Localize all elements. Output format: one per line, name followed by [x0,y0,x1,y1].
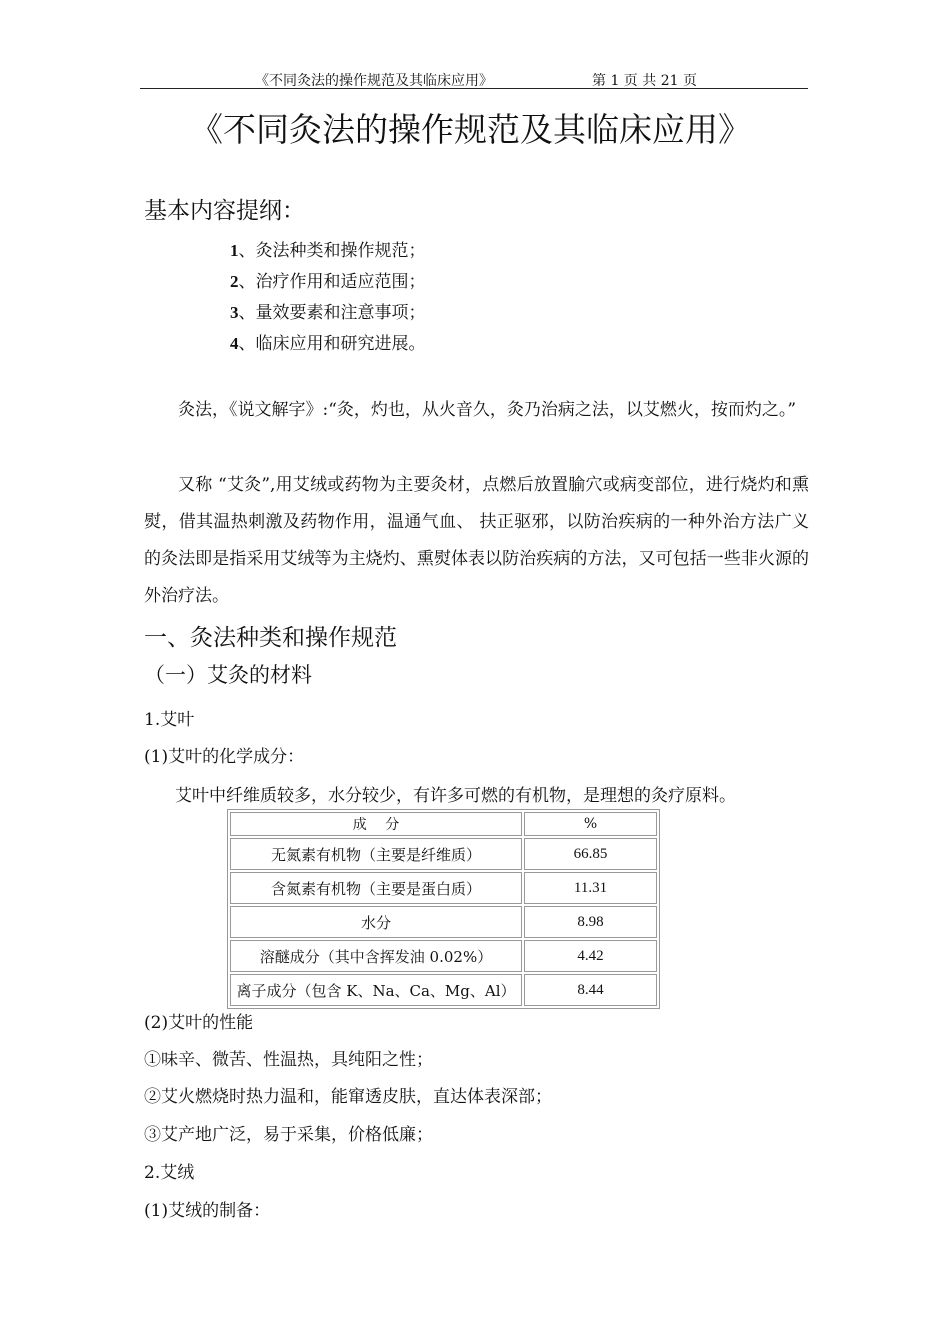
table-row [230,872,657,904]
paragraph-description: 又称 “艾灸”,用艾绒或药物为主要灸材，点燃后放置腧穴或病变部位，进行烧灼和熏熨，借其温热刺激及药物作用，温通气血、 扶正驱邪，以防治疾病的一种外治方法广义的灸法即是指采用艾绒等为主烧灼、熏熨体表以防治疾病的方法，又可包括一些非火源的外治疗法。 [144,475,809,606]
table-cell: 8.98 [524,906,657,938]
table-header-row [230,812,657,836]
table-row [230,940,657,972]
item-heading: 2.艾绒 [144,1163,195,1183]
item-subheading: (1)艾绒的制备： [144,1201,271,1221]
table-cell: 溶醚成分（其中含挥发油 0.02%） [230,940,522,972]
item-subheading: (1)艾叶的化学成分： [144,747,305,767]
table-cell: 水分 [230,906,522,938]
property-item: ②艾火燃烧时热力温和，能窜透皮肤，直达体表深部； [144,1087,552,1107]
outline-text: 、治疗作用和适应范围； [238,272,426,292]
document-title: 《不同灸法的操作规范及其临床应用》 [190,110,751,149]
property-item: ①味辛、微苦、性温热，具纯阳之性； [144,1050,433,1070]
page-number: 第 1 页 共 21 页 [592,73,697,89]
outline-heading: 基本内容提纲： [144,198,305,224]
outline-item [230,267,426,292]
table-row [230,974,657,1006]
outline-text: 、灸法种类和操作规范； [238,241,426,261]
outline-item [230,298,426,323]
item-heading: 1.艾叶 [144,710,195,730]
property-item: ③艾产地广泛，易于采集，价格低廉； [144,1125,433,1145]
outline-text: 、量效要素和注意事项； [238,303,426,323]
outline-number: 1 [230,241,239,260]
running-header-title: 《不同灸法的操作规范及其临床应用》 [255,73,493,89]
outline-number: 4 [230,334,239,353]
table-cell: 含氮素有机物（主要是蛋白质） [230,872,522,904]
outline-number: 2 [230,272,239,291]
table-cell: 无氮素有机物（主要是纤维质） [230,838,522,870]
outline-number: 3 [230,303,239,322]
subsection-heading: （一）艾灸的材料 [144,663,312,687]
paragraph-definition: 灸法，《说文解字》:“灸，灼也，从火音久，灸乃治病之法，以艾燃火，按而灼之。” [178,400,797,420]
table-row [230,906,657,938]
outline-item [230,329,426,354]
table-cell: 66.85 [524,838,657,870]
outline-item [230,236,426,261]
table-header-cell: 成 分 [230,812,522,836]
table-row [230,838,657,870]
composition-table [227,809,660,1009]
table-cell: 离子成分（包含 K、Na、Ca、Mg、Al） [230,974,522,1006]
section-heading: 一、灸法种类和操作规范 [144,625,397,651]
table-cell: 4.42 [524,940,657,972]
table-header-cell: % [524,812,657,836]
table-cell: 11.31 [524,872,657,904]
outline-text: 、临床应用和研究进展。 [238,334,426,354]
item-subheading: (2)艾叶的性能 [144,1013,254,1033]
header-divider [140,88,808,89]
intro-text: 艾叶中纤维质较多，水分较少，有许多可燃的有机物，是理想的灸疗原料。 [175,786,736,806]
table-cell: 8.44 [524,974,657,1006]
